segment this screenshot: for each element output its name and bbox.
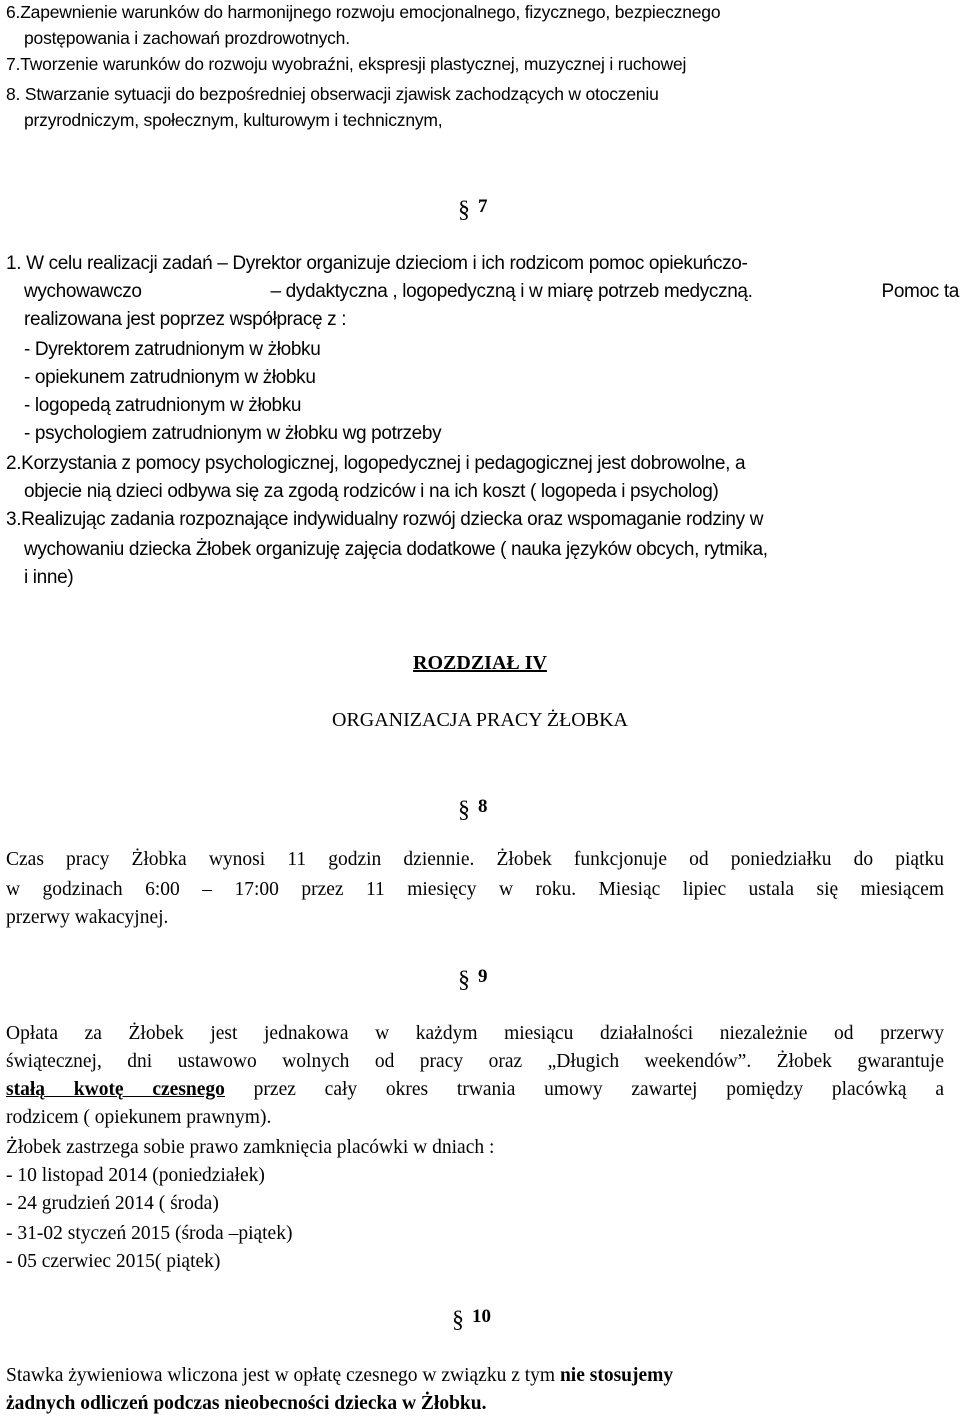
s7-point2-line1: 2.Korzystania z pomocy psychologicznej, logopedycznej i pedagogicznej jest dobrowolne, a [6, 453, 746, 474]
closure-date-item: - 05 czerwiec 2015( piątek) [6, 1251, 221, 1272]
list-item-7: 7.Tworzenie warunków do rozwoju wyobraźni, ekspresji plastycznej, muzycznej i ruchowej [6, 54, 687, 74]
s7-cooperation-item: - Dyrektorem zatrudnionym w żłobku [24, 339, 321, 360]
s10-line1 [6, 1364, 673, 1388]
s9-line3-rest: przez cały okres trwania umowy zawartej pomiędzy placówką a [224, 1079, 944, 1100]
fixed-fee-phrase: stałą kwotę czesnego [6, 1079, 225, 1100]
s7-point3-line1: 3.Realizując zadania rozpoznające indywidualny rozwój dziecka oraz wspomaganie rodziny w [6, 509, 764, 530]
s9-line4: rodzicem ( opiekunem prawnym). [6, 1107, 272, 1128]
list-item-8a: 8. Stwarzanie sytuacji do bezpośredniej obserwacji zjawisk zachodzących w otoczeniu [6, 84, 659, 104]
s10-line1-emphasis: nie stosujemy [559, 1365, 674, 1386]
s7-point1-line2-part1: wychowawczo [24, 281, 142, 302]
s9-line2: świątecznej, dni ustawowo wolnych od pracy oraz „Długich weekendów”. Żłobek gwarantuje [6, 1051, 944, 1072]
s7-point1-line1: 1. W celu realizacji zadań – Dyrektor organizuje dzieciom i ich rodzicom pomoc opiekuńczo- [6, 253, 748, 274]
s7-cooperation-item: - opiekunem zatrudnionym w żłobku [24, 367, 316, 388]
s10-line1-text: Stawka żywieniowa wliczona jest w opłatę czesnego w związku z tym [6, 1365, 560, 1386]
list-item-8b: przyrodniczym, społecznym, kulturowym i technicznym, [24, 110, 443, 130]
s7-cooperation-item: - psychologiem zatrudnionym w żłobku wg potrzeby [24, 423, 442, 444]
chapter-subtitle: ORGANIZACJA PRACY ŻŁOBKA [332, 709, 628, 731]
s7-point3-line2: wychowaniu dziecka Żłobek organizuję zajęcia dodatkowe ( nauka języków obcych, rytmika, [24, 539, 768, 560]
paragraph-sign: § [458, 967, 470, 993]
s10-line2: żadnych odliczeń podczas nieobecności dziecka w Żłobku. [6, 1393, 487, 1414]
paragraph-sign: § [452, 1307, 464, 1333]
s8-line1: Czas pracy Żłobka wynosi 11 godzin dziennie. Żłobek funkcjonuje od poniedziałku do piątku [6, 849, 944, 870]
closure-date-item: - 31-02 styczeń 2015 (środa –piątek) [6, 1223, 293, 1244]
s7-cooperation-item: - logopedą zatrudnionym w żłobku [24, 395, 302, 416]
closure-date-item: - 10 listopad 2014 (poniedziałek) [6, 1165, 265, 1186]
s7-point1-line3: realizowana jest poprzez współpracę z : [24, 309, 347, 330]
list-item-6b: postępowania i zachowań prozdrowotnych. [24, 28, 350, 48]
s7-point2-line2: objecie nią dzieci odbywa się za zgodą rodziców i na ich koszt ( logopeda i psycholog) [24, 481, 719, 502]
section-heading-7 [458, 198, 488, 224]
s8-line2: w godzinach 6:00 – 17:00 przez 11 miesięcy w roku. Miesiąc lipiec ustala się miesiącem [6, 879, 944, 900]
list-item-6a: 6.Zapewnienie warunków do harmonijnego rozwoju emocjonalnego, fizycznego, bezpiecznego [6, 2, 721, 22]
section-number: 7 [478, 196, 488, 217]
chapter-title: ROZDZIAŁ IV [413, 652, 547, 674]
s9-line1: Opłata za Żłobek jest jednakowa w każdym miesiącu działalności niezależnie od przerwy [6, 1023, 944, 1044]
section-heading-8 [458, 798, 488, 824]
paragraph-sign: § [458, 197, 470, 223]
s9-line5: Żłobek zastrzega sobie prawo zamknięcia placówki w dniach : [6, 1137, 495, 1158]
s9-line3 [6, 1078, 944, 1102]
section-heading-9 [458, 968, 488, 994]
section-number: 9 [478, 966, 488, 987]
s7-point1-line2-part2: – dydaktyczna , logopedyczną i w miarę potrzeb medyczną. [270, 281, 753, 302]
paragraph-sign: § [458, 797, 470, 823]
s8-line3: przerwy wakacyjnej. [6, 907, 169, 928]
section-number: 8 [478, 796, 488, 817]
s7-point1-line2 [24, 280, 959, 304]
section-number: 10 [472, 1306, 491, 1327]
s7-point1-line2-part3: Pomoc ta [881, 281, 959, 302]
section-heading-10 [452, 1308, 491, 1334]
s7-point3-line3: i inne) [24, 567, 74, 588]
closure-date-item: - 24 grudzień 2014 ( środa) [6, 1193, 219, 1214]
